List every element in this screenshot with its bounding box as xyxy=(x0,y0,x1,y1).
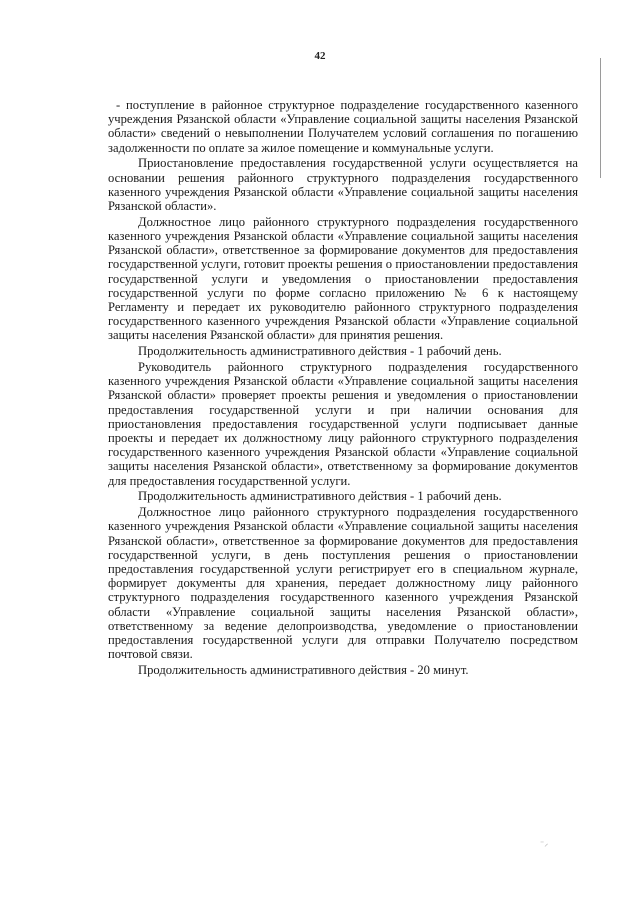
paragraph-duration-3: Продолжительность административного действия - 20 минут. xyxy=(138,663,469,678)
document-body xyxy=(108,98,578,679)
page-number: 42 xyxy=(314,50,326,62)
scan-edge-mark xyxy=(600,58,601,178)
scan-speck: ⁻⸝ xyxy=(540,839,549,848)
paragraph-head-reviews-drafts: Руководитель районного структурного подразделения государственного казенного учреждения Рязанской области «Управление социальной защиты населения Рязанской области» проверяет проекты решения и уведомления о приостановлении предоставления государственной услуги и при наличии основания для приостановления предоставления государственной услуги подписывает данные проекты и передает их должностному лицу районного структурного подразделения государственного казенного учреждения Рязанской области «Управление социальной защиты населения Рязанской области», ответственному за формирование документов для предоставления государственной услуги. xyxy=(108,360,578,488)
paragraph-official-registers-decision: Должностное лицо районного структурного подразделения государственного казенного учреждения Рязанской области «Управление социальной защиты населения Рязанской области», ответственное за формирование документов для предоставления государственной услуги, в день поступления решения о приостановлении предоставления государственной услуги регистрирует его в специальном журнале, формирует документы для хранения, передает должностному лицу районного структурного подразделения государственного казенного учреждения Рязанской области «Управление социальной защиты населения Рязанской области», ответственному за ведение делопроизводства, уведомление о приостановлении предоставления государственной услуги для отправки Получателю посредством почтовой связи. xyxy=(108,505,578,662)
paragraph-duration-2: Продолжительность административного действия - 1 рабочий день. xyxy=(138,489,502,504)
paragraph-official-prepares-drafts: Должностное лицо районного структурного подразделения государственного казенного учреждения Рязанской области «Управление социальной защиты населения Рязанской области», ответственное за формирование документов для предоставления государственной услуги, готовит проекты решения о приостановлении предоставления государственной услуги и уведомления о приостановлении предоставления государственной услуги по форме согласно приложению № 6 к настоящему Регламенту и передает их руководителю районного структурного подразделения государственного казенного учреждения Рязанской области «Управление социальной защиты населения Рязанской области» для принятия решения. xyxy=(108,214,578,343)
paragraph-grounds-suspension: - поступление в районное структурное подразделение государственного казенного учреждения Рязанской области «Управление социальной защиты населения Рязанской области» сведений о невыполнении Получателем условий соглашения по погашению задолженности по оплате за жилое помещение и коммунальные услуги. xyxy=(108,98,578,155)
paragraph-duration-1: Продолжительность административного действия - 1 рабочий день. xyxy=(138,344,502,359)
paragraph-suspension-basis: Приостановление предоставления государственной услуги осуществляется на основании решения районного структурного подразделения государственного казенного учреждения Рязанской области «Управление социальной защиты населения Рязанской области». xyxy=(108,156,578,214)
